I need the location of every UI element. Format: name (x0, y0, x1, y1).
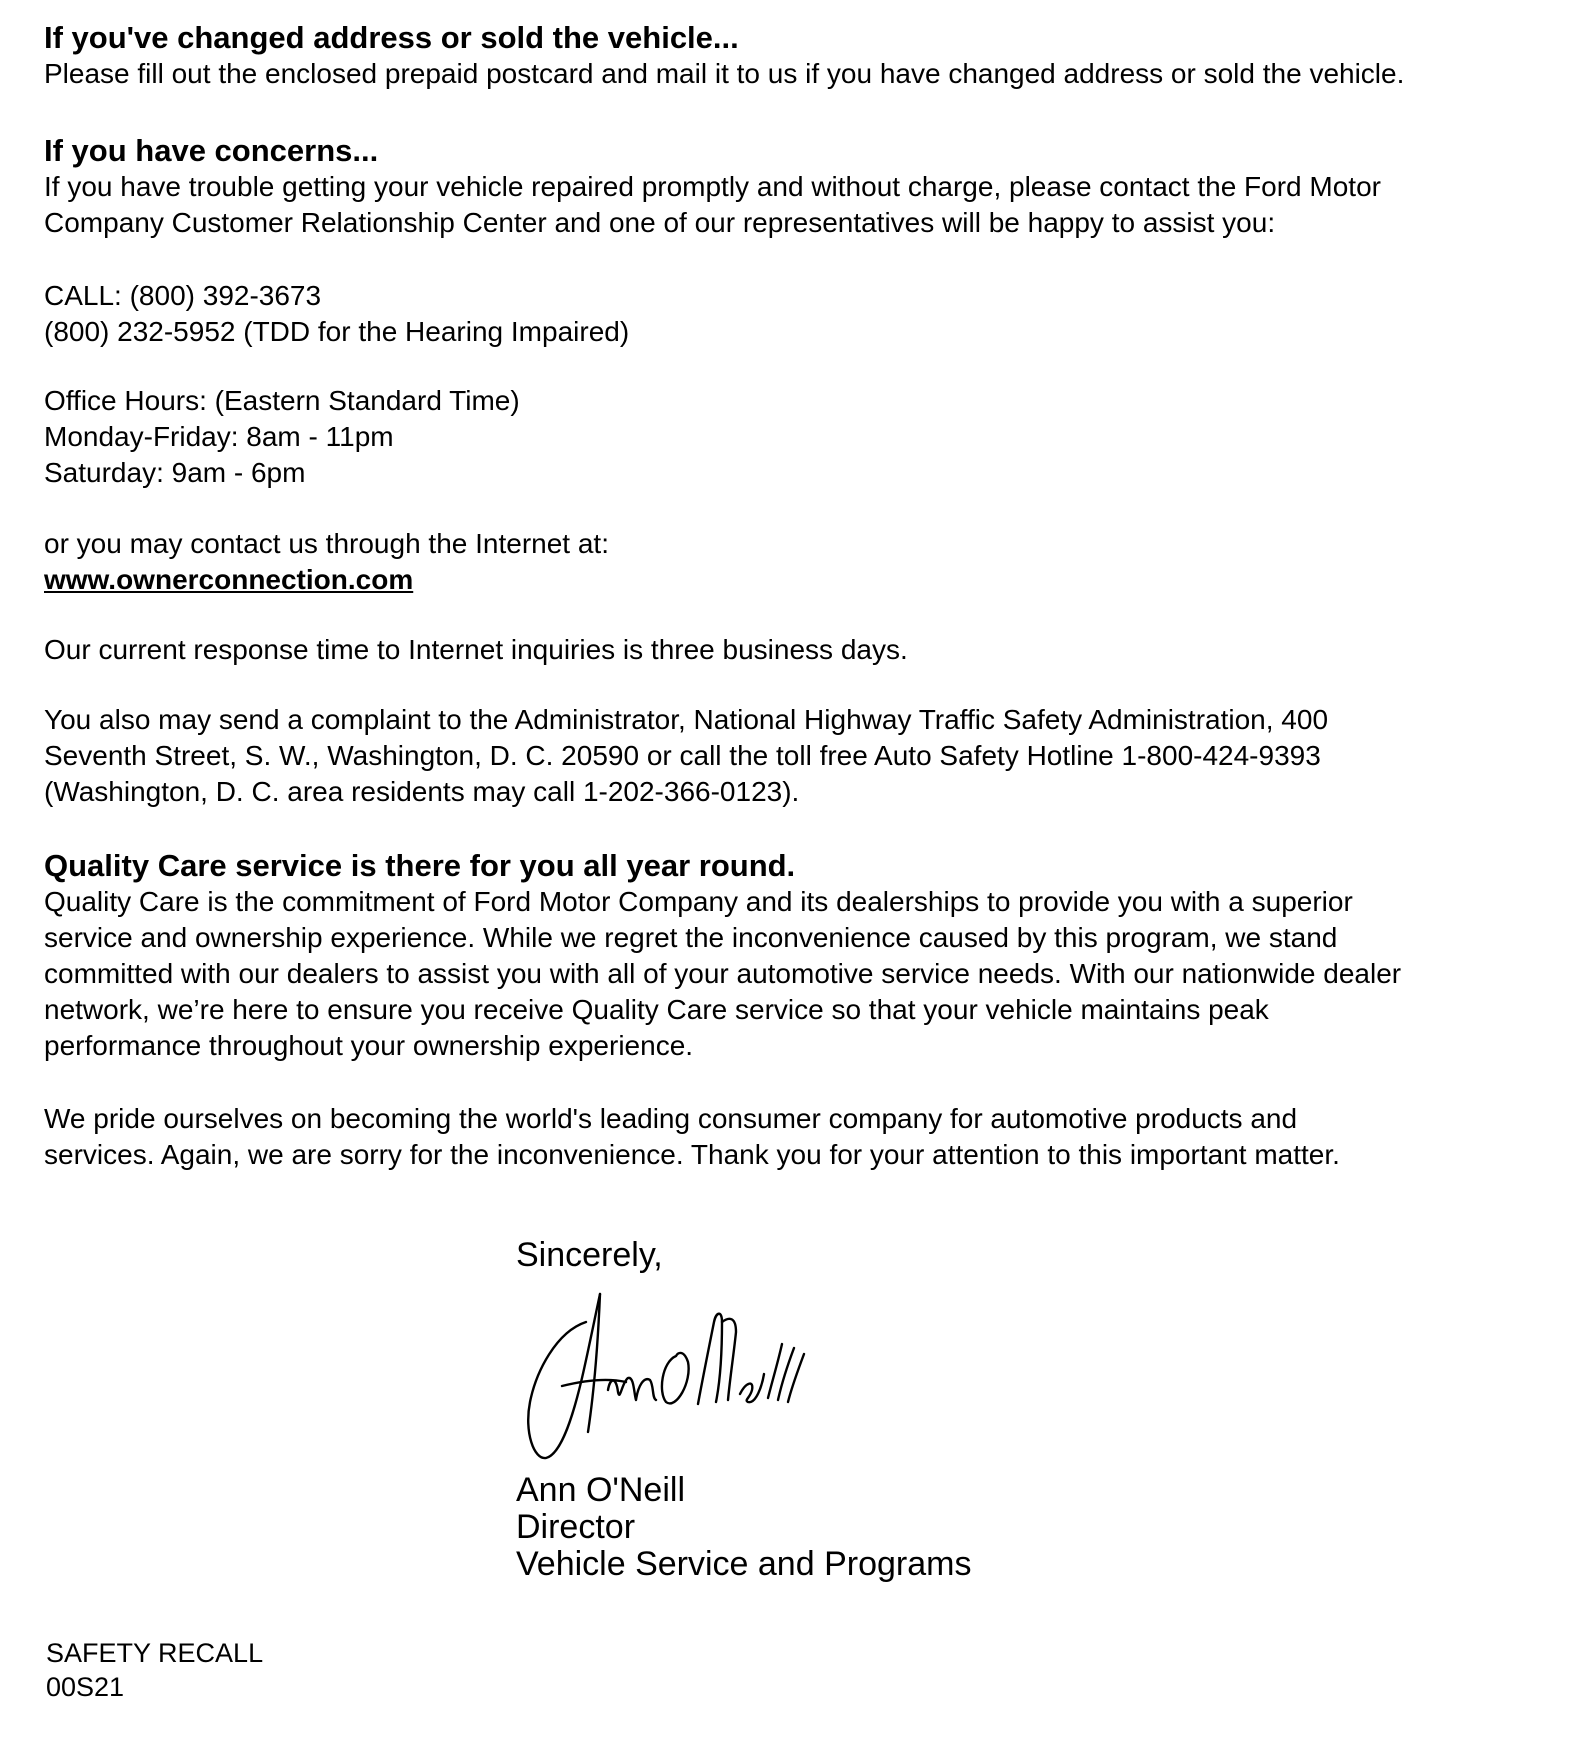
quality-care-heading: Quality Care service is there for you all year round. (44, 848, 796, 883)
closing-line: We pride ourselves on becoming the world's leading consumer company for automotive products and (44, 1103, 1298, 1134)
office-hours-label: Office Hours: (Eastern Standard Time) (44, 385, 520, 416)
nhtsa-line: (Washington, D. C. area residents may call 1-202-366-0123). (44, 776, 800, 807)
closing-line: services. Again, we are sorry for the inconvenience. Thank you for your attention to this important matter. (44, 1139, 1340, 1170)
handwritten-signature (516, 1282, 816, 1472)
call-number: CALL: (800) 392-3673 (44, 280, 322, 311)
quality-care-line: Quality Care is the commitment of Ford Motor Company and its dealerships to provide you with a superior (44, 886, 1353, 917)
changed-address-body: Please fill out the enclosed prepaid postcard and mail it to us if you have changed address or sold the vehicle. (44, 58, 1405, 89)
response-time (44, 632, 1554, 668)
office-hours (44, 383, 1554, 491)
internet-intro: or you may contact us through the Internet at: (44, 528, 609, 559)
signer-department: Vehicle Service and Programs (516, 1545, 972, 1583)
footer-recall-code: 00S21 (46, 1672, 125, 1702)
owner-connection-link[interactable]: www.ownerconnection.com (44, 564, 414, 595)
changed-address-section (44, 20, 1554, 92)
quality-care-line: service and ownership experience. While we regret the inconvenience caused by this program, we stand (44, 922, 1338, 953)
saturday-hours: Saturday: 9am - 6pm (44, 457, 306, 488)
internet-contact (44, 526, 1554, 598)
weekday-hours: Monday-Friday: 8am - 11pm (44, 421, 394, 452)
closing-paragraph (44, 1101, 1554, 1173)
nhtsa-section (44, 702, 1554, 810)
signer-name: Ann O'Neill (516, 1471, 686, 1509)
quality-care-line: performance throughout your ownership experience. (44, 1030, 694, 1061)
concerns-heading: If you have concerns... (44, 133, 379, 168)
closing-salutation: Sincerely, (516, 1236, 663, 1274)
tdd-number: (800) 232-5952 (TDD for the Hearing Impaired) (44, 316, 630, 347)
footer-recall-label: SAFETY RECALL (46, 1638, 264, 1668)
changed-address-heading: If you've changed address or sold the vehicle... (44, 20, 739, 55)
concerns-section (44, 133, 1554, 241)
quality-care-line: network, we’re here to ensure you receive Quality Care service so that your vehicle maintains peak (44, 994, 1269, 1025)
quality-care-section (44, 848, 1554, 1064)
concerns-body-line: If you have trouble getting your vehicle repaired promptly and without charge, please contact the Ford Motor (44, 171, 1381, 202)
nhtsa-line: Seventh Street, S. W., Washington, D. C. 20590 or call the toll free Auto Safety Hotline 1-800-424-9393 (44, 740, 1321, 771)
quality-care-line: committed with our dealers to assist you with all of your automotive service needs. With our nationwide dealer (44, 958, 1402, 989)
signer-title: Director (516, 1508, 636, 1546)
nhtsa-line: You also may send a complaint to the Administrator, National Highway Traffic Safety Administration, 400 (44, 704, 1329, 735)
response-time-text: Our current response time to Internet inquiries is three business days. (44, 634, 908, 665)
contact-phones (44, 278, 1554, 350)
concerns-body-line: Company Customer Relationship Center and one of our representatives will be happy to assist you: (44, 207, 1276, 238)
